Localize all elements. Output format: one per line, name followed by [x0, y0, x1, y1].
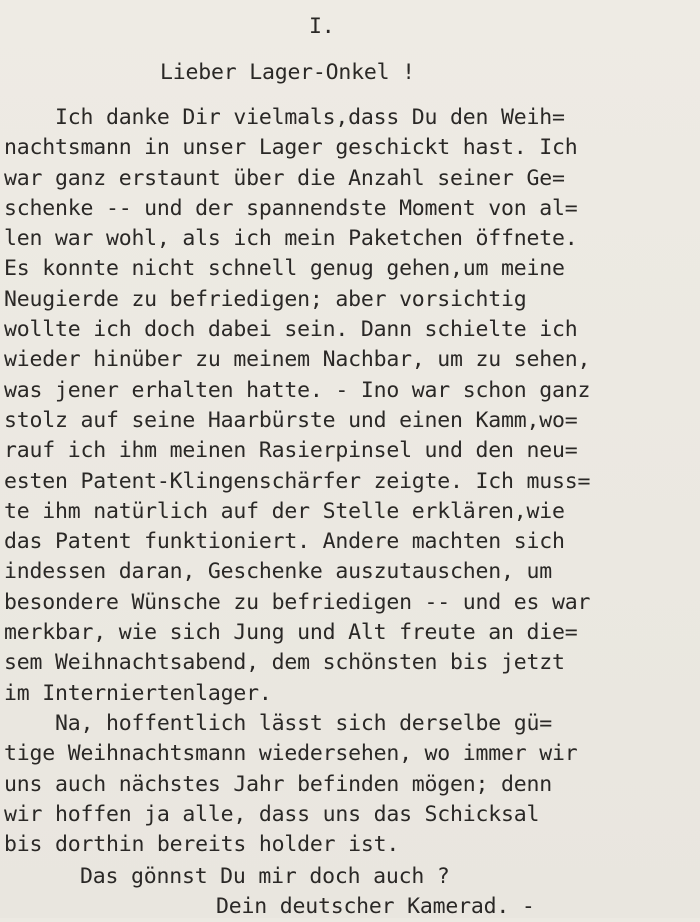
salutation: Lieber Lager-Onkel ! [160, 60, 415, 85]
letter-line: das Patent funktioniert. Andere machten sich [4, 529, 565, 555]
signature-line: Dein deutscher Kamerad. - [216, 894, 535, 919]
letter-line: merkbar, wie sich Jung und Alt freute an die= [4, 620, 578, 646]
letter-line: wollte ich doch dabei sein. Dann schielte ich [4, 317, 578, 343]
letter-line: sem Weihnachtsabend, dem schönsten bis jetzt [4, 650, 565, 676]
letter-line: te ihm natürlich auf der Stelle erklären,wie [4, 498, 565, 524]
closing-line: Das gönnst Du mir doch auch ? [80, 864, 450, 889]
letter-line: len war wohl, als ich mein Paketchen öffnete. [4, 226, 578, 252]
letter-body [4, 103, 698, 860]
letter-line: im Interniertenlager. [4, 680, 272, 706]
letter-line: Es konnte nicht schnell genug gehen,um meine [4, 256, 565, 282]
letter-line: Na, hoffentlich lässt sich derselbe gü= [4, 710, 552, 736]
letter-line: indessen daran, Geschenke auszutauschen, um [4, 559, 552, 585]
letter-line: Ich danke Dir vielmals,dass Du den Weih= [4, 105, 565, 130]
letter-line: was jener erhalten hatte. - Ino war schon ganz [4, 377, 591, 403]
letter-line: esten Patent-Klingenschärfer zeigte. Ich muss= [4, 468, 591, 494]
letter-line: war ganz erstaunt über die Anzahl seiner Ge= [4, 165, 565, 191]
letter-line: stolz auf seine Haarbürste und einen Kamm,wo= [4, 407, 578, 433]
letter-line: besondere Wünsche zu befriedigen -- und es war [4, 589, 591, 615]
letter-line: tige Weihnachtsmann wiedersehen, wo immer wir [4, 741, 578, 767]
letter-line: wieder hinüber zu meinem Nachbar, um zu sehen, [4, 347, 591, 373]
letter-line: nachtsmann in unser Lager geschickt hast. Ich [4, 135, 578, 161]
letter-line: uns auch nächstes Jahr befinden mögen; denn [4, 771, 552, 797]
page-number: I. [309, 14, 335, 39]
letter-line: rauf ich ihm meinen Rasierpinsel und den neu= [4, 438, 578, 464]
letter-line: schenke -- und der spannendste Moment von al= [4, 195, 578, 221]
letter-line: Neugierde zu befriedigen; aber vorsichtig [4, 286, 527, 312]
letter-line: wir hoffen ja alle, dass uns das Schicksal [4, 801, 540, 827]
letter-line: bis dorthin bereits holder ist. [4, 832, 400, 858]
